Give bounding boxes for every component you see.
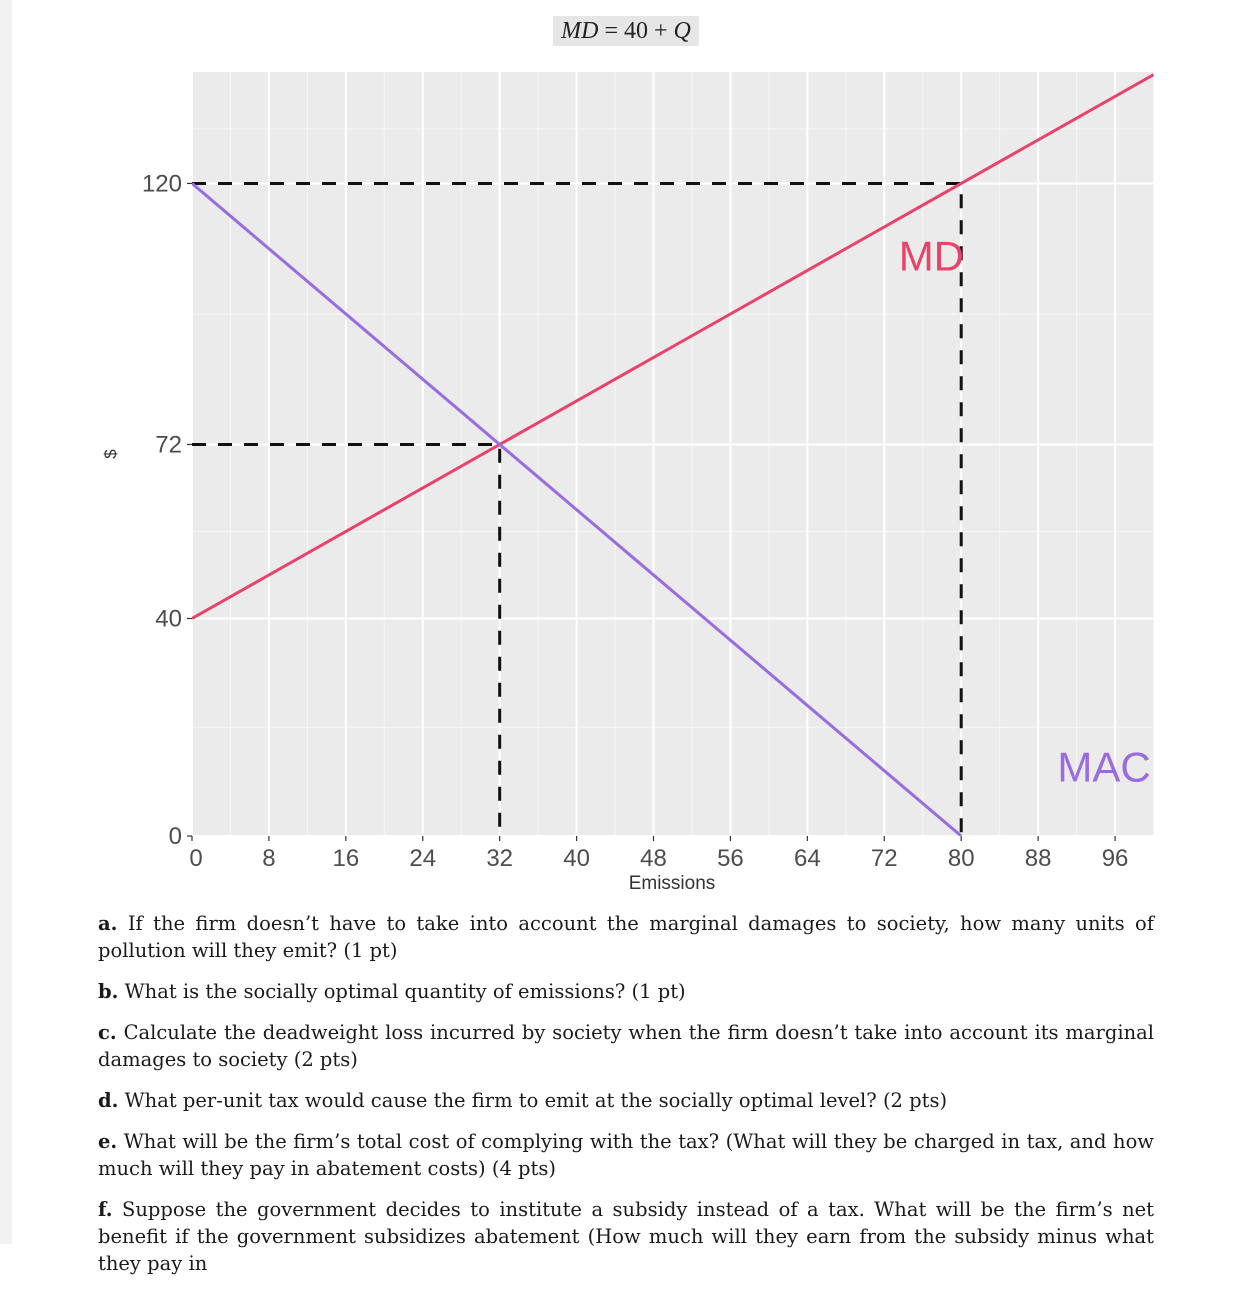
x-tick-label: 72 xyxy=(870,845,898,872)
question-b-label: b. xyxy=(98,980,119,1003)
question-e-label: e. xyxy=(98,1130,118,1153)
questions-list xyxy=(98,910,1154,1291)
y-tick-label: 40 xyxy=(155,605,182,633)
x-tick-label: 0 xyxy=(189,845,203,872)
question-f-text: Suppose the government decides to institute a subsidy instead of a tax. What will be the firm’s net benefit if the government subsidizes abatement (How much will they earn from the subsidy minus what they pay in xyxy=(98,1198,1154,1275)
x-tick-label: 32 xyxy=(486,845,514,872)
question-e xyxy=(98,1128,1154,1182)
question-d-label: d. xyxy=(98,1089,119,1112)
question-f-label: f. xyxy=(98,1198,113,1221)
x-tick-label: 96 xyxy=(1101,845,1129,872)
question-a xyxy=(98,910,1154,964)
question-c xyxy=(98,1019,1154,1073)
question-a-label: a. xyxy=(98,912,118,935)
equation-lhs: MD xyxy=(561,18,599,44)
x-tick-label: 8 xyxy=(262,845,276,872)
question-b-text: What is the socially optimal quantity of emissions? (1 pt) xyxy=(124,980,686,1003)
question-c-text: Calculate the deadweight loss incurred by society when the firm doesn’t take into account its marginal damages to society (2 pts) xyxy=(98,1021,1154,1071)
x-tick-label: 88 xyxy=(1024,845,1052,872)
x-tick-label: 16 xyxy=(332,845,360,872)
question-f xyxy=(98,1196,1154,1277)
y-tick-label: 0 xyxy=(168,823,182,850)
question-e-text: What will be the firm’s total cost of complying with the tax? (What will they be charged in tax, and how much will they pay in abatement costs) (4 pts) xyxy=(98,1130,1154,1180)
equation-var: Q xyxy=(673,18,691,44)
y-tick-label: 72 xyxy=(155,431,182,459)
annotation-md: MD xyxy=(898,232,965,280)
y-tick-label: 120 xyxy=(141,170,182,198)
x-tick-label: 24 xyxy=(409,845,437,872)
x-tick-label: 40 xyxy=(563,845,590,872)
x-tick-label: 80 xyxy=(947,845,975,872)
plot-panel xyxy=(192,72,1154,836)
y-axis-title: $ xyxy=(101,449,120,459)
question-c-label: c. xyxy=(98,1021,117,1044)
question-b xyxy=(98,978,1154,1005)
x-tick-label: 48 xyxy=(640,845,667,872)
equation-rhs: = 40 + xyxy=(604,18,674,44)
question-d-text: What per-unit tax would cause the firm to emit at the socially optimal level? (2 pts) xyxy=(124,1089,948,1112)
annotation-mac: MAC xyxy=(1057,743,1151,791)
question-a-text: If the firm doesn’t have to take into account the marginal damages to society, how many units of pollution will they emit? (1 pt) xyxy=(98,912,1155,962)
x-tick-label: 56 xyxy=(717,845,744,872)
question-d xyxy=(98,1087,1154,1114)
x-tick-label: 64 xyxy=(794,845,821,872)
x-axis-title: Emissions xyxy=(628,873,716,894)
